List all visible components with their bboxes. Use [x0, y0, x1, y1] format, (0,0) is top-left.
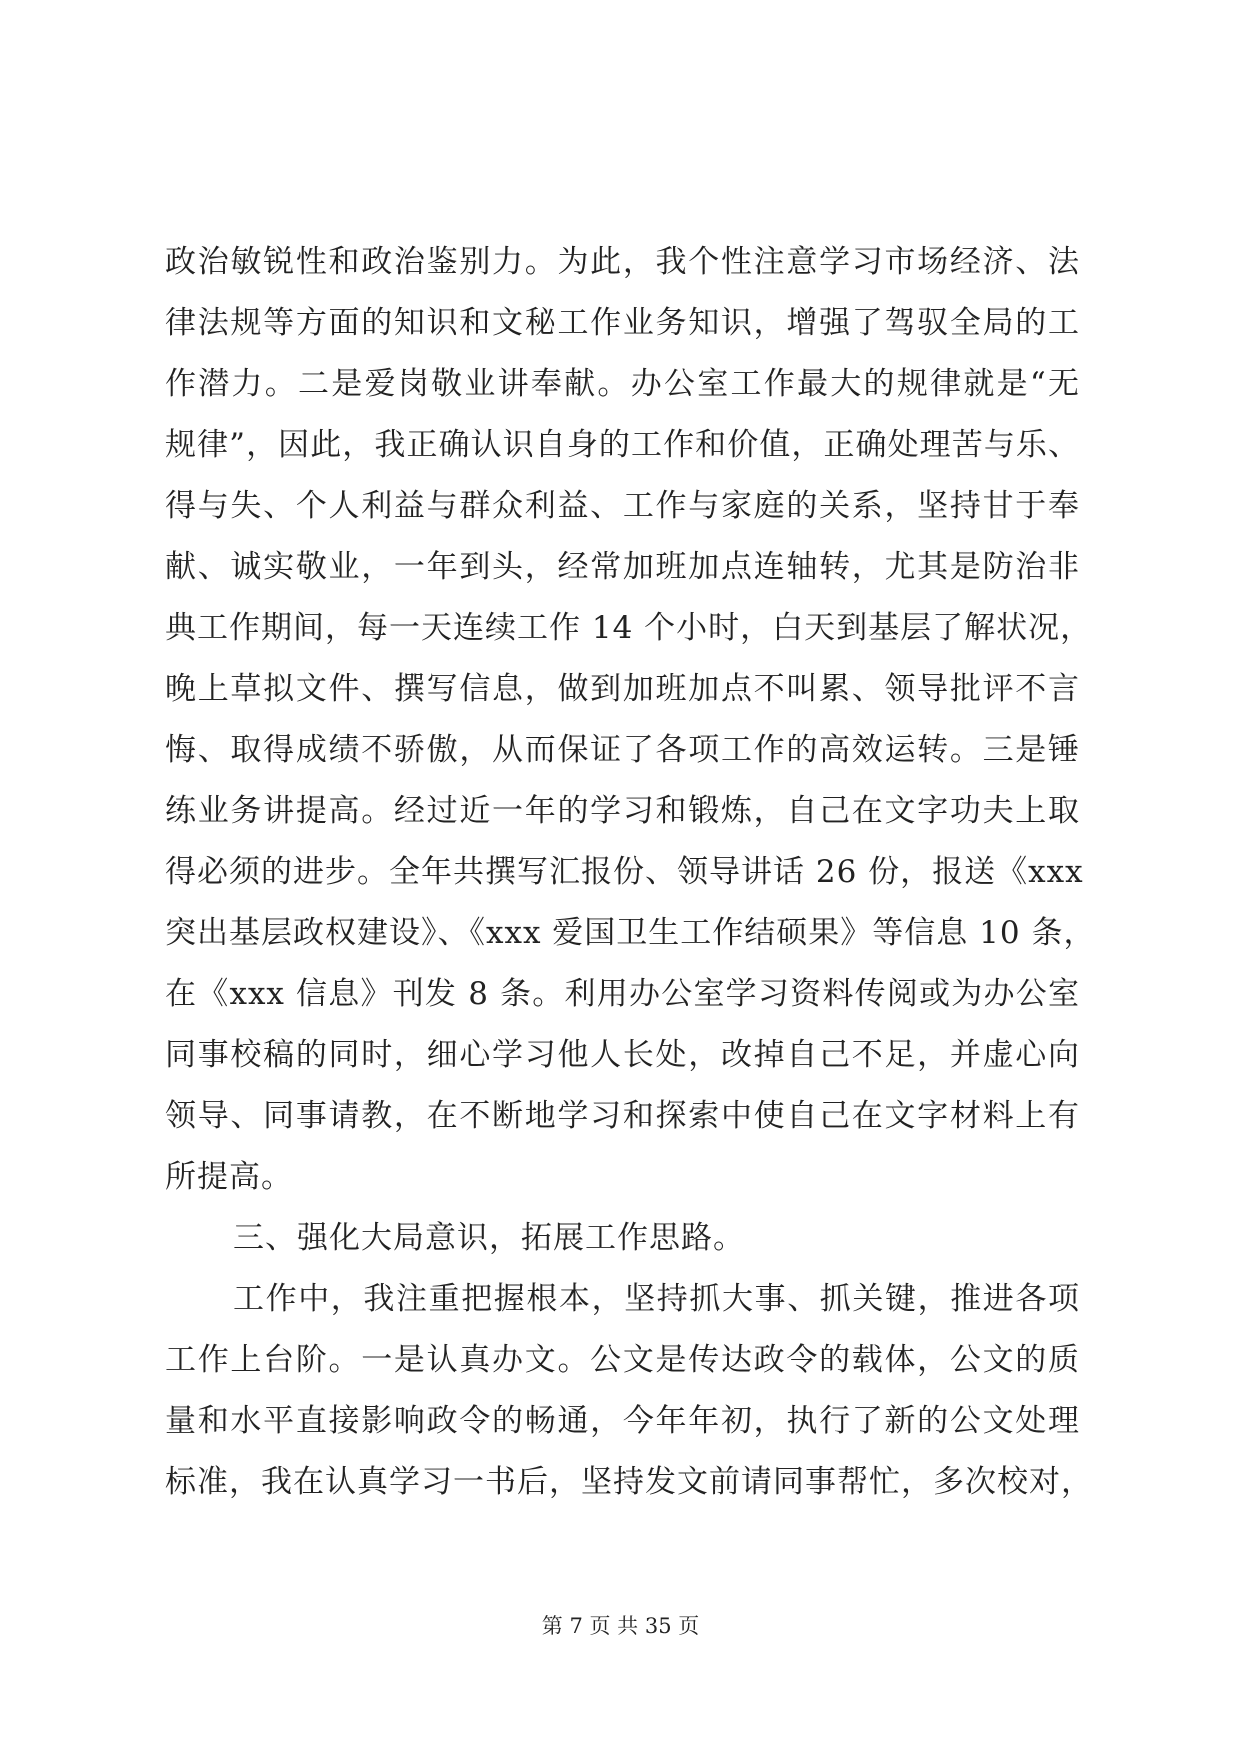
text-line: 典工作期间，每一天连续工作 14 个小时，白天到基层了解状况， [165, 610, 1093, 646]
text-line: 突出基层政权建设》、《xxx 爱国卫生工作结硕果》等信息 10 条， [165, 915, 1096, 951]
text-line: 同事校稿的同时，细心学习他人长处，改掉自己不足，并虚心向 [165, 1037, 1080, 1073]
text-line: 律法规等方面的知识和文秘工作业务知识，增强了驾驭全局的工 [165, 305, 1080, 341]
text-line: 献、诚实敬业，一年到头，经常加班加点连轴转，尤其是防治非 [165, 549, 1080, 585]
body-text [165, 232, 1096, 1513]
text-line: 晚上草拟文件、撰写信息，做到加班加点不叫累、领导批评不言 [165, 671, 1080, 707]
text-line: 悔、取得成绩不骄傲，从而保证了各项工作的高效运转。三是锤 [165, 732, 1080, 768]
text-line: 得与失、个人利益与群众利益、工作与家庭的关系，坚持甘于奉 [165, 488, 1080, 524]
text-line: 练业务讲提高。经过近一年的学习和锻炼，自己在文字功夫上取 [165, 793, 1080, 829]
text-line: 领导、同事请教，在不断地学习和探索中使自己在文字材料上有 [165, 1098, 1080, 1134]
text-line: 规律”，因此，我正确认识自身的工作和价值，正确处理苦与乐、 [165, 427, 1080, 463]
section-heading: 三、强化大局意识，拓展工作思路。 [233, 1220, 745, 1256]
text-line: 所提高。 [165, 1159, 293, 1195]
text-line: 标准，我在认真学习一书后，坚持发文前请同事帮忙，多次校对， [165, 1464, 1093, 1500]
text-line: 作潜力。二是爱岗敬业讲奉献。办公室工作最大的规律就是“无 [165, 366, 1080, 402]
text-line: 工作中，我注重把握根本，坚持抓大事、抓关键，推进各项 [233, 1281, 1080, 1317]
text-line: 工作上台阶。一是认真办文。公文是传达政令的载体，公文的质 [165, 1342, 1080, 1378]
text-line: 得必须的进步。全年共撰写汇报份、领导讲话 26 份，报送《xxx [165, 854, 1084, 890]
page-number-footer: 第 7 页 共 35 页 [541, 1614, 700, 1638]
text-line: 政治敏锐性和政治鉴别力。为此，我个性注意学习市场经济、法 [165, 244, 1080, 280]
text-line: 量和水平直接影响政令的畅通，今年年初，执行了新的公文处理 [165, 1403, 1080, 1439]
text-line: 在《xxx 信息》刊发 8 条。利用办公室学习资料传阅或为办公室 [165, 976, 1080, 1012]
